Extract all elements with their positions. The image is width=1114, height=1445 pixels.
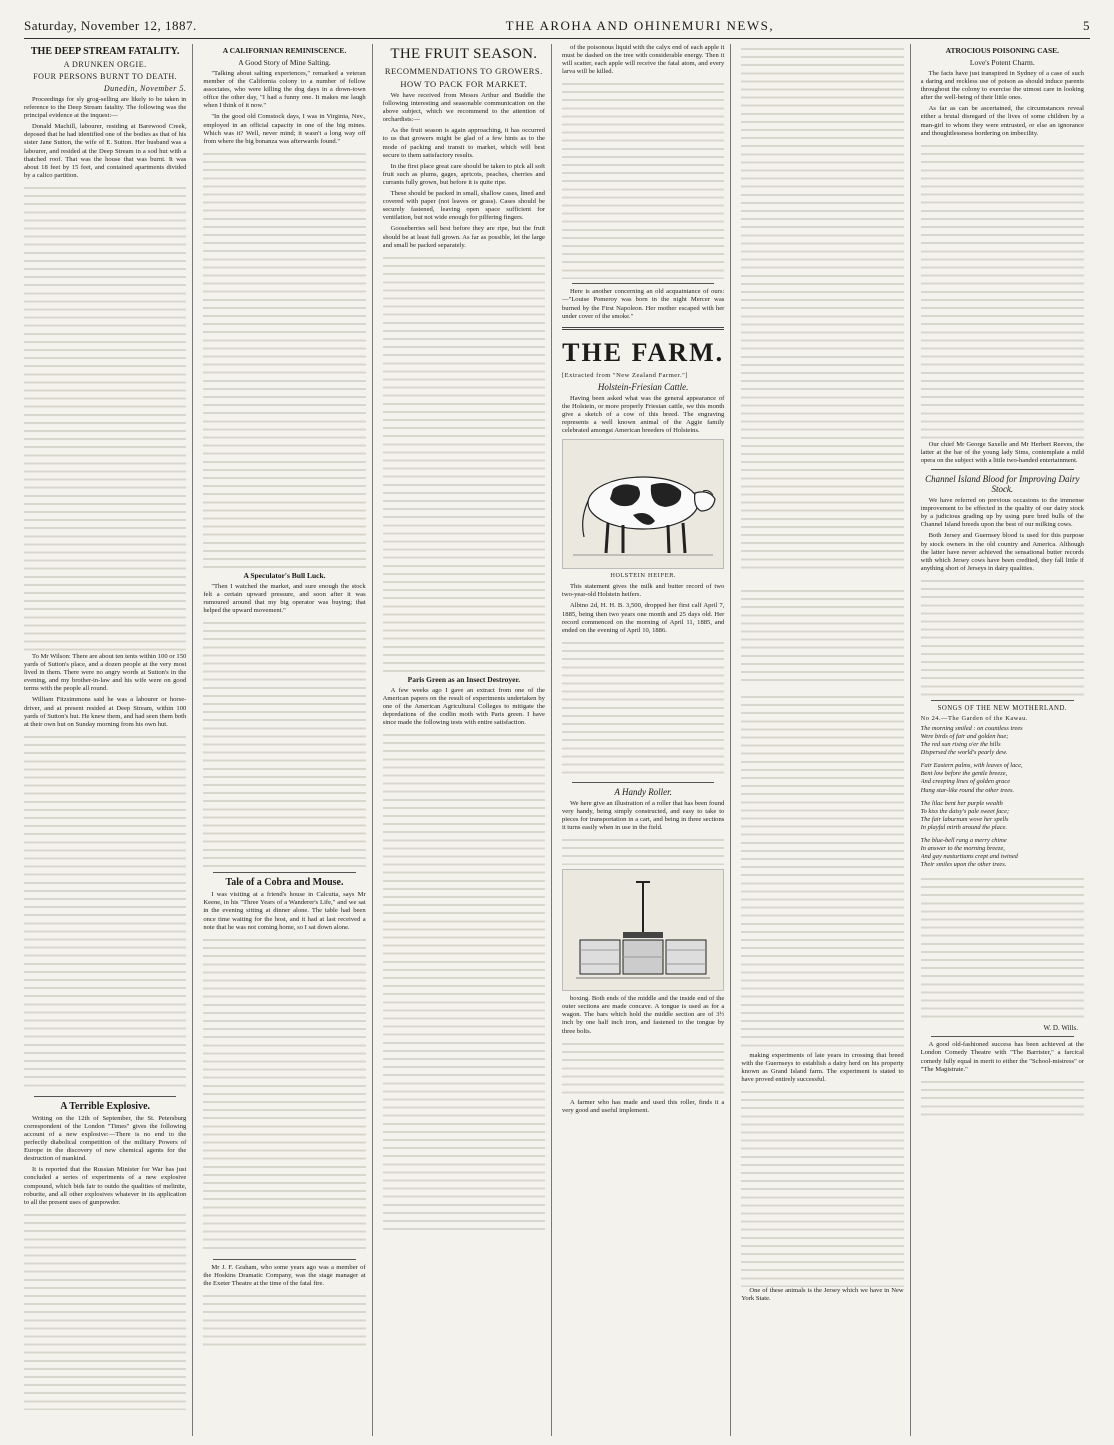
poem-stanza: Fair Eastern palms, with leaves of lace, Bent low before the gentle breeze, And creeping lines of golden grace Hung star-like round the other trees. xyxy=(920,762,1023,794)
article-body-text xyxy=(921,141,1084,441)
article-paragraph: William Fitzsimmons said he was a labourer or horse-driver, and at present resided at Deep Stream, within 100 yards of Sutton's hut. He knew them, and had seen them both at their own hut on Sunday morning from his own hut. xyxy=(24,696,187,728)
column-6 xyxy=(921,44,1090,1436)
article-paragraph: To Mr Wilson: There are about ten tents within 100 or 150 yards of Sutton's place, and a dozen people at the very most lived in them. There were no angry words at Sutton's in the evening, and my brother-in-law and his wife were on good terms with the people all round. xyxy=(24,652,187,693)
article-body-text xyxy=(24,732,186,1092)
divider xyxy=(572,283,714,284)
handy-roller-headline: A Handy Roller. xyxy=(614,786,672,797)
poisoning-subhead: Love's Potent Charm. xyxy=(969,58,1035,67)
article-paragraph: We have received from Messrs Arthur and Buddle the following interesting and seasonable communication on the above subject, which we recommend to the attention of orchardists:— xyxy=(382,92,545,124)
farm-section-title: THE FARM. xyxy=(562,337,725,367)
article-paragraph: As far as can be ascertained, the circumstances reveal either a brutal disregard of the lives of some children by a man-girl to whom they were entrusted, or else an ignorance and thoughtlessness bordering on imbecility. xyxy=(920,105,1084,137)
column-1 xyxy=(24,44,193,1436)
poem-body-text xyxy=(921,874,1084,1024)
poem-title: No 24.—The Garden of the Kawau. xyxy=(920,714,1028,722)
article-body-text xyxy=(383,730,545,1230)
deep-stream-subhead-1: A DRUNKEN ORGIE. xyxy=(63,60,147,69)
californian-subhead: A Good Story of Mine Salting. xyxy=(238,58,331,67)
article-paragraph: These should be packed in small, shallow cases, lined and covered with paper (not leaves or grass). Cases should be securely fastened, leaving open space sufficient for ventilation, but not wide enough for pilfering fingers. xyxy=(382,190,545,222)
article-body-text xyxy=(562,79,724,279)
article-body-text xyxy=(921,576,1084,696)
article-paragraph: Writing on the 12th of September, the St. Petersburg correspondent of the London "Times" gives the following account of a new explosive:—There is no end to the perfectly diabolical competition of the military Powers of Europe in the discovery of new chemical agents for the destruction of mankind. xyxy=(24,1114,187,1163)
article-body-text xyxy=(562,1039,724,1099)
article-paragraph: making experiments of late years in crossing that breed with the Guernseys to establish a dairy herd on his property known as Grand Island farm. The experiment is stated to have proved entirely successful. xyxy=(741,1052,904,1084)
illustration-caption: HOLSTEIN HEIFER. xyxy=(610,573,677,580)
speculator-subhead: A Speculator's Bull Luck. xyxy=(243,570,326,580)
article-paragraph: boxing. Both ends of the middle and the inside end of the outer sections are made concave. A tongue is used as for a wagon. The bars which hold the middle section are of 3½ inch by one half inch iron, and fastened to the tongue by three bolts. xyxy=(561,995,725,1035)
article-paragraph: Our chief Mr George Saxelle and Mr Herbert Reeves, the latter at the bar of the young lady Sims, contemplate a mild opera on the subject with a little two-handed entertainment. xyxy=(920,440,1084,464)
article-paragraph: One of these animals is the Jersey which we have in New York State. xyxy=(741,1287,904,1303)
article-paragraph: Here is another concerning an old acquaintance of ours:—"Louise Pomeroy was born in the night Mercer was burned by the First Napoleon. Her mother escaped with her under cover of the smoke." xyxy=(561,288,725,320)
article-paragraph: Mr J. F. Graham, who some years ago was a member of the Hoskins Dramatic Company, was the stage manager at the Exeter Theatre at the time of the fatal fire. xyxy=(203,1263,366,1287)
divider xyxy=(931,469,1074,470)
divider xyxy=(931,700,1074,701)
article-paragraph: "In the good old Comstock days, I was in Virginia, Nev., employed in an official capacity in one of the big mines. Which was it? Well, never mind; it wasn't a long way off from where the big bonanza was afterwards found." xyxy=(203,113,366,145)
article-paragraph: A few weeks ago I gave an extract from one of the American papers on the result of experiments undertaken by one of the American Agricultural Colleges to mitigate the depredations of the codlin moth with Paris green. I have since made the following tests with entire satisfaction. xyxy=(382,686,545,727)
article-body-text xyxy=(562,638,724,778)
article-paragraph: Proceedings for sly grog-selling are likely to be taken in reference to the Deep Stream fatality. The following was the principal evidence at the inquest:— xyxy=(24,96,187,120)
channel-island-headline: Channel Island Blood for Improving Dairy Stock. xyxy=(925,474,1080,495)
section-divider xyxy=(562,327,724,330)
article-body-text xyxy=(741,44,903,574)
article-body-text xyxy=(203,618,365,868)
article-body-text xyxy=(741,1087,903,1287)
column-5 xyxy=(741,44,910,1436)
farm-source-note: [Extracted from "New Zealand Farmer."] xyxy=(561,371,688,379)
poisoning-headline: ATROCIOUS POISONING CASE. xyxy=(945,46,1060,55)
article-body-text xyxy=(383,253,545,673)
article-paragraph: of the poisonous liquid with the calyx end of each apple it must be dashed on the tree with considerable energy. Then it will scatter, each apple will receive the fatal atom, and every larva will be killed. xyxy=(561,44,725,76)
article-columns xyxy=(24,44,1090,1436)
article-paragraph: "Talking about salting experiences," remarked a veteran member of the California colony to a number of fellow associates, who were killing the dog days in a down-town office the other day, "I had a funny one. It makes me laugh when I think of it now." xyxy=(203,70,366,110)
column-4 xyxy=(562,44,731,1436)
divider xyxy=(213,872,355,873)
article-paragraph: Donald Machill, labourer, residing at Barewood Creek, deposed that he had identified one of the bodies as that of his sister Jane Sutton, the wife of E. Sutton. Her husband was a labourer, and resided at the Deep Stream in a sod hut with a thatched roof. That was the house that was burnt. It was about 18 feet by 15 feet, and contained apartments divided by a calico partition. xyxy=(24,123,187,179)
article-paragraph: As the fruit season is again approaching, it has occurred to us that growers might be glad of a few hints as to the mode of packing and transit to market, which will best secure to them satisfactory results. xyxy=(382,127,545,159)
article-body-text xyxy=(203,1291,365,1351)
deep-stream-headline: THE DEEP STREAM FATALITY. xyxy=(30,46,180,57)
poem-stanza: The lilac bent her purple wealth To kiss the daisy's pale sweet face; The fair laburnum wove her spells In playful mirth around the place. xyxy=(920,799,1010,831)
article-body-text xyxy=(203,935,365,1255)
article-body-text xyxy=(24,1210,186,1410)
article-paragraph: Both Jersey and Guernsey blood is used for this purpose by stock owners in the old country and America. Although the latter have never achieved the sensational butter records with which Jersey cows have been credited, they fall little if anything short of Jerseys in dairy qualities. xyxy=(920,532,1084,572)
column-3 xyxy=(383,44,552,1436)
article-paragraph: It is reported that the Russian Minister for War has just concluded a series of experiments of a new explosive compound, which bids fair to outdo the qualities of melinite, roburite, and all other explosives whatever in its application to all the present uses of gunpowder. xyxy=(24,1166,187,1206)
article-body-text xyxy=(24,183,186,653)
divider xyxy=(34,1096,176,1097)
article-paragraph: "Then I watched the market, and sure enough the stock felt a certain upward pressure, and soon after it was rumoured around that my big operator was buying; that helped the upward movement." xyxy=(203,582,366,615)
fruit-season-headline: THE FRUIT SEASON. xyxy=(390,46,538,62)
article-paragraph: A farmer who has made and used this roller, finds it a very good and useful implement. xyxy=(561,1098,725,1114)
divider xyxy=(213,1259,355,1260)
explosive-headline: A Terrible Explosive. xyxy=(60,1100,151,1112)
article-paragraph: Albino 2d, H. H. B. 3,500, dropped her first calf April 7, 1885, being then two years one month and 25 days old. Her record commenced on the morning of April 11, 1885, and ended on the evening of April 10, 1886. xyxy=(561,602,725,634)
holstein-headline: Holstein-Friesian Cattle. xyxy=(597,381,689,392)
californian-headline: A CALIFORNIAN REMINISCENCE. xyxy=(222,46,347,55)
paris-green-subhead: Paris Green as an Insect Destroyer. xyxy=(407,674,520,684)
fruit-season-subhead-2: HOW TO PACK FOR MARKET. xyxy=(400,79,528,89)
poem-stanza: The blue-bell rang a merry chime In answer to the morning breeze, And gay nasturtiums crept and twined Their smiles upon the other trees. xyxy=(920,837,1018,869)
divider xyxy=(572,782,714,783)
article-body-text xyxy=(741,692,903,1052)
deep-stream-subhead-2: FOUR PERSONS BURNT TO DEATH. xyxy=(33,72,178,81)
article-body-text xyxy=(921,1077,1084,1117)
article-paragraph: This statement gives the milk and butter record of two two-year-old Holstein heifers. xyxy=(561,583,725,599)
article-body-text xyxy=(741,586,903,686)
article-paragraph: A good old-fashioned success has been achieved at the London Comedy Theatre with "The Barrister," a farcical comedy fully equal in merit to either the "School-mistress" or "The Magistrate." xyxy=(920,1041,1084,1073)
article-paragraph: I was visiting at a friend's house in Calcutta, says Mr Keene, in his "Three Years of a Wanderer's Life," and we sat in the evening sitting at dinner alone. The table had been once time waiting for the host, and it had at last received a note that he was not coming home, so I sat down alone. xyxy=(203,891,366,931)
cobra-headline: Tale of a Cobra and Mouse. xyxy=(225,877,344,889)
newspaper-title: THE AROHA AND OHINEMURI NEWS, xyxy=(505,18,775,33)
article-paragraph: Gooseberries sell best before they are ripe, but the fruit should be at least full grown. As far as possible, let the large and small be packed separately. xyxy=(382,225,545,249)
cow-icon xyxy=(563,445,723,563)
column-2 xyxy=(203,44,372,1436)
roller-icon xyxy=(568,874,718,986)
holstein-heifer-illustration xyxy=(562,439,724,569)
masthead xyxy=(24,8,1090,39)
article-paragraph: In the first place great care should be taken to pick all soft fruit such as plums, gages, apricots, peaches, cherries and currants fully grown, but before it is quite ripe. xyxy=(382,162,545,186)
article-paragraph: The facts have just transpired in Sydney of a case of such a daring and reckless use of poison as should induce parents throughout the colony to exercise the utmost care in looking after the well-being of their little ones. xyxy=(920,70,1084,102)
poem xyxy=(921,725,1084,1025)
article-paragraph: Having been asked what was the general appearance of the Holstein, or more properly Friesian cattle, we this month give a sketch of a cow of this breed. The engraving represents a well known animal of the Aggie family celebrated amongst American breeders of Holsteins. xyxy=(561,394,725,435)
issue-date: Saturday, November 12, 1887. xyxy=(24,18,197,33)
article-paragraph: We have referred on previous occasions to the immense improvement to be effected in the quality of our dairy stock by a judicious grading up by using pure bred bulls of the Channel Island breeds upon the best of our milking cows. xyxy=(920,497,1084,529)
poem-author: W. D. Wills. xyxy=(1043,1024,1078,1033)
deep-stream-dateline: Dunedin, November 5. xyxy=(103,84,187,93)
article-paragraph: We here give an illustration of a roller that has been found very handy, being simply constructed, and easy to take to pieces for transportation in a cart, and being in three sections it turns easily when in use in the field. xyxy=(561,799,725,832)
page-number: 5 xyxy=(1083,18,1090,33)
article-body-text xyxy=(203,149,365,569)
divider xyxy=(931,1036,1074,1037)
article-body-text xyxy=(562,835,724,865)
roller-illustration xyxy=(562,869,724,991)
fruit-season-subhead: RECOMMENDATIONS TO GROWERS. xyxy=(384,66,543,76)
poem-section-title: SONGS OF THE NEW MOTHERLAND. xyxy=(937,704,1068,712)
poem-stanza: The morning smiled : on countless trees Were birds of fair and golden hue; The red sun rising o'er the hills Dispersed the world's pearly dew. xyxy=(920,724,1023,757)
